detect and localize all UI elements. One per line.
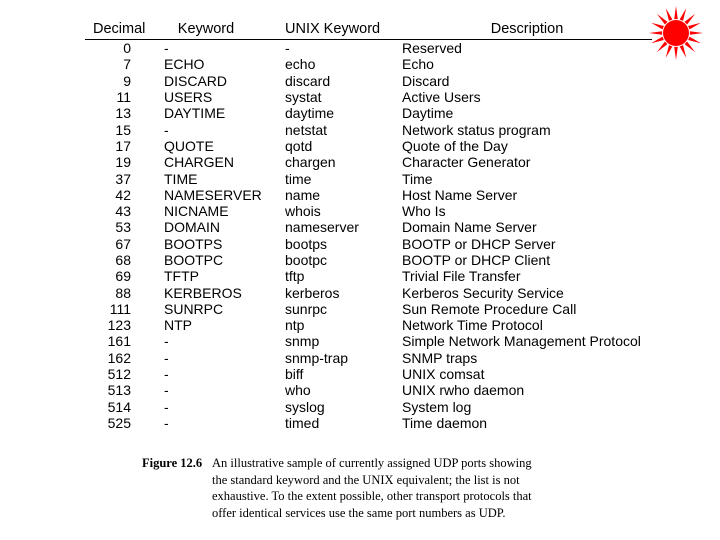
port-description: BOOTP or DHCP Client xyxy=(402,252,551,268)
port-unix-keyword: syslog xyxy=(285,398,325,415)
table-row xyxy=(85,154,652,170)
port-description: Simple Network Management Protocol xyxy=(402,333,641,350)
port-keyword: KERBEROS xyxy=(164,284,242,301)
port-decimal: 161 xyxy=(107,333,131,350)
port-unix-keyword: snmp xyxy=(285,333,320,350)
port-decimal: 68 xyxy=(115,252,131,268)
port-description: Sun Remote Procedure Call xyxy=(402,300,577,317)
sun-ray xyxy=(685,14,696,25)
sun-center xyxy=(663,20,689,46)
port-description: Time xyxy=(402,170,433,187)
port-description: Active Users xyxy=(402,89,481,106)
table-row xyxy=(85,170,652,186)
port-unix-keyword: - xyxy=(285,40,290,57)
port-description: System log xyxy=(402,398,472,415)
port-unix-keyword: bootpc xyxy=(285,252,328,268)
port-unix-keyword: tftp xyxy=(285,268,305,285)
port-decimal: 512 xyxy=(107,366,131,383)
port-description: Trivial File Transfer xyxy=(402,268,521,285)
table-row xyxy=(85,301,652,317)
port-keyword: - xyxy=(164,382,169,399)
port-keyword: - xyxy=(164,366,169,383)
port-description: UNIX comsat xyxy=(402,366,485,383)
port-unix-keyword: echo xyxy=(285,56,316,73)
port-unix-keyword: discard xyxy=(285,72,331,89)
port-unix-keyword: systat xyxy=(285,89,322,106)
port-keyword: - xyxy=(164,121,169,138)
table-row xyxy=(85,40,652,57)
table-row xyxy=(85,219,652,235)
table-row xyxy=(85,187,652,203)
port-unix-keyword: nameserver xyxy=(285,219,359,236)
port-unix-keyword: daytime xyxy=(285,105,335,122)
port-decimal: 525 xyxy=(107,414,131,431)
port-keyword: - xyxy=(164,333,169,350)
table-row xyxy=(85,350,652,366)
table-row xyxy=(85,203,652,219)
header-unix-keyword: UNIX Keyword xyxy=(265,18,382,40)
port-unix-keyword: kerberos xyxy=(285,284,340,301)
port-keyword: CHARGEN xyxy=(164,154,235,171)
port-keyword: SUNRPC xyxy=(164,300,224,317)
udp-port-table xyxy=(85,18,652,431)
port-decimal: 11 xyxy=(116,89,131,106)
port-decimal: 43 xyxy=(115,203,131,220)
port-decimal: 19 xyxy=(115,154,131,171)
sun-ray xyxy=(688,37,701,44)
port-unix-keyword: ntp xyxy=(285,317,305,334)
port-decimal: 69 xyxy=(115,268,131,285)
table-row xyxy=(85,284,652,300)
port-unix-keyword: bootps xyxy=(285,235,328,252)
port-description: Daytime xyxy=(402,105,454,122)
port-description: Host Name Server xyxy=(402,186,518,203)
port-keyword: TFTP xyxy=(164,268,199,285)
port-decimal: 17 xyxy=(115,137,131,154)
port-decimal: 53 xyxy=(115,219,131,236)
table-row xyxy=(85,236,652,252)
port-decimal: 513 xyxy=(107,382,131,399)
port-description: Time daemon xyxy=(402,414,488,431)
port-decimal: 162 xyxy=(107,349,131,366)
port-unix-keyword: timed xyxy=(285,414,320,431)
port-description: Character Generator xyxy=(402,154,531,171)
port-keyword: - xyxy=(164,349,169,366)
port-keyword: ECHO xyxy=(164,56,205,73)
port-keyword: DISCARD xyxy=(164,72,228,89)
port-decimal: 15 xyxy=(115,121,131,138)
sun-ray xyxy=(657,14,668,25)
port-unix-keyword: time xyxy=(285,170,312,187)
port-description: Reserved xyxy=(402,40,462,57)
port-decimal: 514 xyxy=(107,398,131,415)
port-description: BOOTP or DHCP Server xyxy=(402,235,556,252)
sun-icon xyxy=(648,2,704,64)
port-decimal: 88 xyxy=(115,284,131,301)
port-description: Network Time Protocol xyxy=(402,317,543,334)
table-row xyxy=(85,56,652,72)
port-keyword: TIME xyxy=(164,170,198,187)
sun-ray xyxy=(657,42,668,53)
port-decimal: 0 xyxy=(123,40,131,57)
sun-ray xyxy=(674,47,678,60)
port-keyword: BOOTPS xyxy=(164,235,223,252)
port-decimal: 13 xyxy=(115,105,131,122)
port-keyword: DOMAIN xyxy=(164,219,220,236)
caption-text: An illustrative sample of currently assigned UDP ports showing the standard keyword and the UNIX equivalent; the list is not exhaustive. To the extent possible, other transport protocols that offer identical services use the same port numbers as UDP. xyxy=(212,456,532,520)
table-body xyxy=(85,40,652,432)
port-unix-keyword: netstat xyxy=(285,121,328,138)
port-keyword: BOOTPC xyxy=(164,252,224,268)
table-header-row xyxy=(85,18,652,40)
port-description: Quote of the Day xyxy=(402,137,508,154)
port-keyword: NAMESERVER xyxy=(164,186,262,203)
port-unix-keyword: whois xyxy=(285,203,321,220)
sun-ray xyxy=(690,31,703,35)
sun-ray xyxy=(649,31,662,35)
port-keyword: - xyxy=(164,40,169,57)
sun-ray xyxy=(680,8,687,21)
port-decimal: 42 xyxy=(115,186,131,203)
port-unix-keyword: snmp-trap xyxy=(285,349,349,366)
table-row xyxy=(85,415,652,431)
sun-ray xyxy=(674,6,678,19)
table-row xyxy=(85,333,652,349)
table-row xyxy=(85,105,652,121)
header-decimal: Decimal xyxy=(85,18,147,40)
header-keyword: Keyword xyxy=(147,18,265,40)
figure-caption xyxy=(142,455,547,521)
table-row xyxy=(85,138,652,154)
port-unix-keyword: name xyxy=(285,186,321,203)
table-row xyxy=(85,73,652,89)
port-decimal: 123 xyxy=(107,317,131,334)
table-row xyxy=(85,317,652,333)
header-description: Description xyxy=(382,18,652,40)
port-table xyxy=(85,18,652,431)
port-unix-keyword: chargen xyxy=(285,154,336,171)
port-keyword: QUOTE xyxy=(164,137,214,154)
port-description: Domain Name Server xyxy=(402,219,537,236)
port-keyword: - xyxy=(164,398,169,415)
table-row xyxy=(85,252,652,268)
sun-ray xyxy=(666,45,673,58)
port-decimal: 67 xyxy=(115,235,131,252)
port-description: Discard xyxy=(402,72,450,89)
port-description: SNMP traps xyxy=(402,349,478,366)
sun-ray xyxy=(651,37,664,44)
table-row xyxy=(85,268,652,284)
table-row xyxy=(85,121,652,137)
sun-ray xyxy=(685,42,696,53)
port-description: UNIX rwho daemon xyxy=(402,382,525,399)
table-row xyxy=(85,382,652,398)
port-unix-keyword: who xyxy=(285,382,311,399)
sun-ray xyxy=(688,23,701,30)
port-decimal: 111 xyxy=(109,300,131,317)
port-keyword: NTP xyxy=(164,317,192,334)
port-keyword: - xyxy=(164,414,169,431)
port-keyword: DAYTIME xyxy=(164,105,226,122)
port-description: Network status program xyxy=(402,121,551,138)
port-keyword: NICNAME xyxy=(164,203,229,220)
port-keyword: USERS xyxy=(164,89,213,106)
port-decimal: 37 xyxy=(115,170,131,187)
table-row xyxy=(85,366,652,382)
port-unix-keyword: biff xyxy=(285,366,304,383)
sun-ray xyxy=(651,23,664,30)
port-unix-keyword: sunrpc xyxy=(285,300,328,317)
table-row xyxy=(85,89,652,105)
port-description: Who Is xyxy=(402,203,446,220)
caption-label: Figure 12.6 xyxy=(142,456,203,470)
table-row xyxy=(85,399,652,415)
port-unix-keyword: qotd xyxy=(285,137,313,154)
port-decimal: 7 xyxy=(123,56,131,73)
sun-ray xyxy=(666,8,673,21)
port-description: Kerberos Security Service xyxy=(402,284,564,301)
port-description: Echo xyxy=(402,56,434,73)
port-decimal: 9 xyxy=(123,72,131,89)
sun-ray xyxy=(680,45,687,58)
